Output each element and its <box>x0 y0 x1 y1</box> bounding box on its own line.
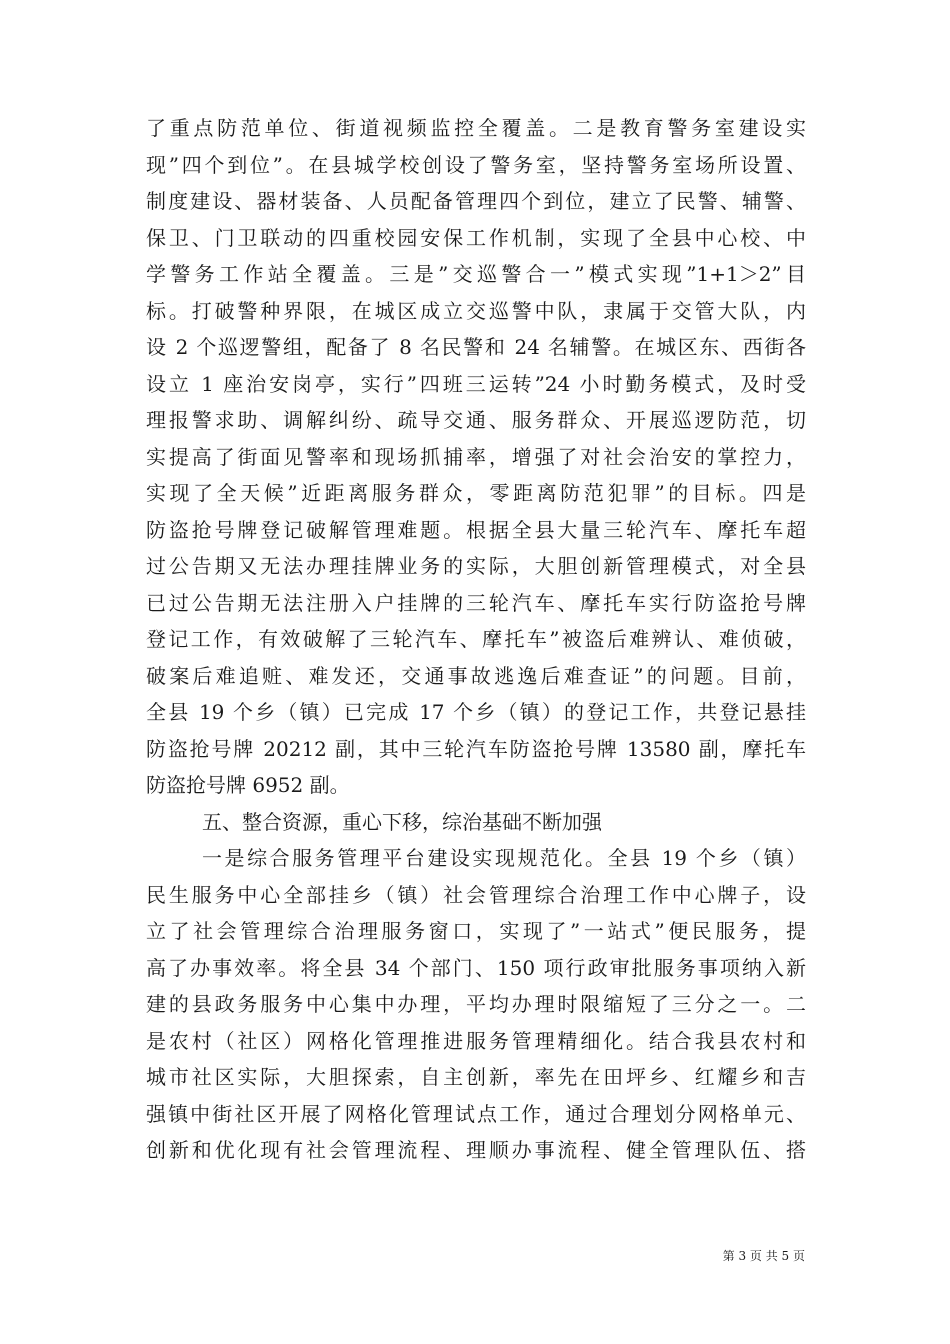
text-line: 强镇中街社区开展了网格化管理试点工作，通过合理划分网格单元、 <box>146 1101 806 1126</box>
text-line: 了重点防范单位、街道视频监控全覆盖。二是教育警务室建设实 <box>146 116 806 140</box>
page-number: 第 3 页 共 5 页 <box>722 1249 805 1263</box>
text-line: 实提高了街面见警率和现场抓捕率，增强了对社会治安的掌控力， <box>146 444 806 469</box>
text-line: 过公告期又无法办理挂牌业务的实际，大胆创新管理模式，对全县 <box>146 554 806 578</box>
text-line: 防盗抢号牌 6952 副。 <box>146 773 350 797</box>
text-line: 城市社区实际，大胆探索，自主创新，率先在田坪乡、红耀乡和吉 <box>146 1065 806 1089</box>
text-line: 是农村（社区）网格化管理推进服务管理精细化。结合我县农村和 <box>146 1028 806 1053</box>
text-line: 全县 19 个乡（镇）已完成 17 个乡（镇）的登记工作，共登记悬挂 <box>146 700 806 724</box>
text-line: 标。打破警种界限，在城区成立交巡警中队，隶属于交管大队，内 <box>146 298 806 323</box>
text-line: 学警务工作站全覆盖。三是”交巡警合一”模式实现”1+1＞2”目 <box>146 262 806 286</box>
text-line: 立了社会管理综合治理服务窗口，实现了”一站式”便民服务，提 <box>146 919 806 943</box>
text-line: 制度建设、器材装备、人员配备管理四个到位，建立了民警、辅警、 <box>146 189 806 213</box>
text-line: 防盗抢号牌登记破解管理难题。根据全县大量三轮汽车、摩托车超 <box>146 517 806 542</box>
text-line: 破案后难追赃、难发还，交通事故逃逸后难查证”的问题。目前， <box>146 663 806 688</box>
text-line: 防盗抢号牌 20212 副，其中三轮汽车防盗抢号牌 13580 副，摩托车 <box>146 736 806 761</box>
section-heading: 五、整合资源，重心下移，综治基础不断加强 <box>202 809 602 834</box>
text-line: 一是综合服务管理平台建设实现规范化。全县 19 个乡（镇） <box>202 846 806 870</box>
text-line: 建的县政务服务中心集中办理，平均办理时限缩短了三分之一。二 <box>146 992 806 1016</box>
text-line: 设 2 个巡逻警组，配备了 8 名民警和 24 名辅警。在城区东、西街各 <box>146 335 806 359</box>
text-line: 创新和优化现有社会管理流程、理顺办事流程、健全管理队伍、搭 <box>146 1138 806 1162</box>
text-line: 已过公告期无法注册入户挂牌的三轮汽车、摩托车实行防盗抢号牌 <box>146 590 806 615</box>
text-line: 保卫、门卫联动的四重校园安保工作机制，实现了全县中心校、中 <box>146 225 806 250</box>
text-line: 理报警求助、调解纠纷、疏导交通、服务群众、开展巡逻防范，切 <box>146 408 806 432</box>
text-line: 民生服务中心全部挂乡（镇）社会管理综合治理工作中心牌子，设 <box>146 882 806 907</box>
text-line: 登记工作，有效破解了三轮汽车、摩托车”被盗后难辨认、难侦破， <box>146 627 806 651</box>
text-line: 高了办事效率。将全县 34 个部门、150 项行政审批服务事项纳入新 <box>146 955 806 980</box>
text-line: 设立 1 座治安岗亭，实行”四班三运转”24 小时勤务模式，及时受 <box>146 371 806 396</box>
text-line: 现”四个到位”。在县城学校创设了警务室，坚持警务室场所设置、 <box>146 152 806 177</box>
text-line: 实现了全天候”近距离服务群众，零距离防范犯罪”的目标。四是 <box>146 481 806 505</box>
body-text <box>146 110 806 1169</box>
